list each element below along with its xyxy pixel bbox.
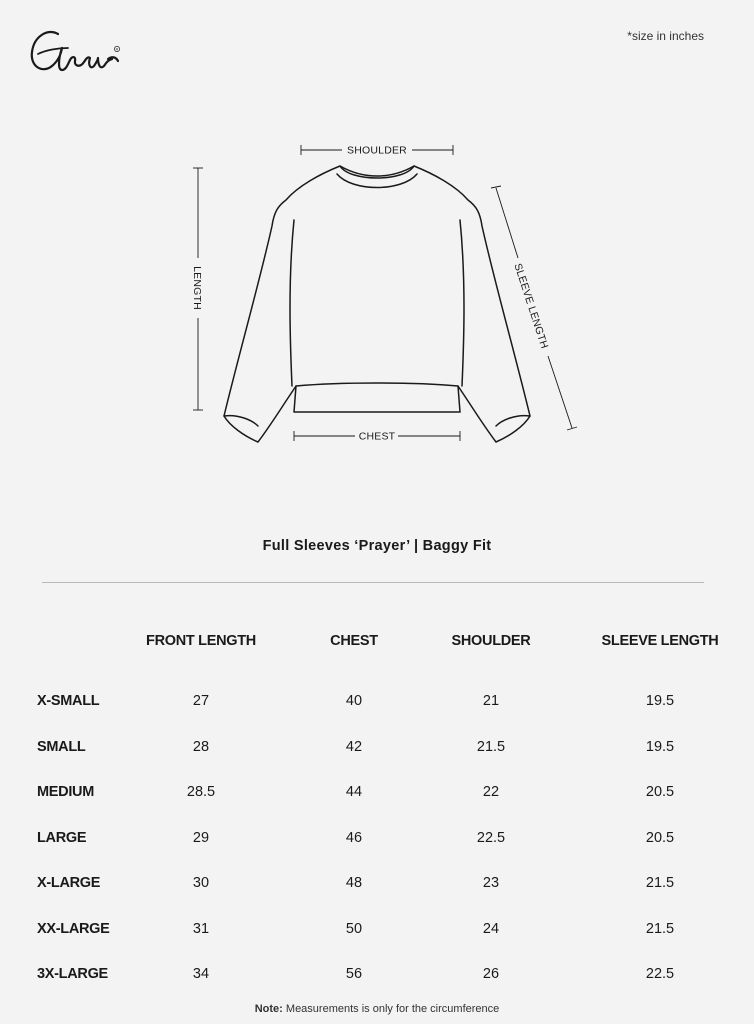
sleeve-length-value: 19.5	[645, 693, 675, 709]
chest-value: 50	[345, 921, 363, 937]
shoulder-value: 23	[482, 875, 500, 891]
chest-value: 48	[345, 875, 363, 891]
svg-text:R: R	[115, 47, 119, 52]
front-length-value: 28.5	[186, 784, 216, 800]
size-label: MEDIUM	[37, 784, 95, 800]
footnote	[0, 1003, 754, 1015]
size-label: X-SMALL	[37, 693, 100, 709]
right-cuff	[496, 416, 530, 426]
size-label: LARGE	[37, 830, 87, 846]
size-unit-note: *size in inches	[627, 29, 704, 43]
chest-value: 46	[345, 830, 363, 846]
chest-label: CHEST	[358, 430, 396, 443]
sleeve-length-value: 21.5	[645, 921, 675, 937]
shoulder-label: SHOULDER	[347, 144, 407, 157]
front-length-value: 28	[192, 739, 210, 755]
chest-value: 42	[345, 739, 363, 755]
shoulder-value: 22	[482, 784, 500, 800]
shoulder-value: 26	[482, 966, 500, 982]
size-label: XX-LARGE	[37, 921, 110, 937]
left-cuff	[224, 416, 258, 426]
length-label: LENGTH	[191, 266, 203, 310]
front-length-value: 30	[192, 875, 210, 891]
chest-value: 44	[345, 784, 363, 800]
header-front-length: FRONT LENGTH	[146, 633, 256, 649]
footnote-label: Note:	[254, 1003, 283, 1015]
sleeve-length-label: SLEEVE LENGTH	[511, 261, 551, 351]
sweatshirt-outline	[224, 166, 530, 442]
product-title: Full Sleeves ‘Prayer’ | Baggy Fit	[262, 538, 492, 554]
divider	[42, 582, 704, 583]
size-label: SMALL	[37, 739, 86, 755]
shoulder-value: 24	[482, 921, 500, 937]
front-length-value: 31	[192, 921, 210, 937]
sleeve-length-value: 21.5	[645, 875, 675, 891]
shoulder-value: 21	[482, 693, 500, 709]
front-length-value: 27	[192, 693, 210, 709]
size-label: X-LARGE	[37, 875, 101, 891]
sleeve-length-value: 19.5	[645, 739, 675, 755]
header-shoulder: SHOULDER	[451, 633, 531, 649]
sleeve-length-value: 22.5	[645, 966, 675, 982]
header-chest: CHEST	[330, 633, 378, 649]
sleeve-length-value: 20.5	[645, 784, 675, 800]
size-label: 3X-LARGE	[37, 966, 108, 982]
chest-value: 56	[345, 966, 363, 982]
shoulder-value: 21.5	[476, 739, 506, 755]
chest-value: 40	[345, 693, 363, 709]
sleeve-length-value: 20.5	[645, 830, 675, 846]
front-length-value: 29	[192, 830, 210, 846]
header-sleeve-length: SLEEVE LENGTH	[601, 633, 719, 649]
gear-logo	[28, 26, 124, 78]
sweatshirt-diagram	[180, 130, 600, 460]
front-length-value: 34	[192, 966, 210, 982]
footnote-text: Measurements is only for the circumference	[282, 1003, 500, 1015]
shoulder-value: 22.5	[476, 830, 506, 846]
